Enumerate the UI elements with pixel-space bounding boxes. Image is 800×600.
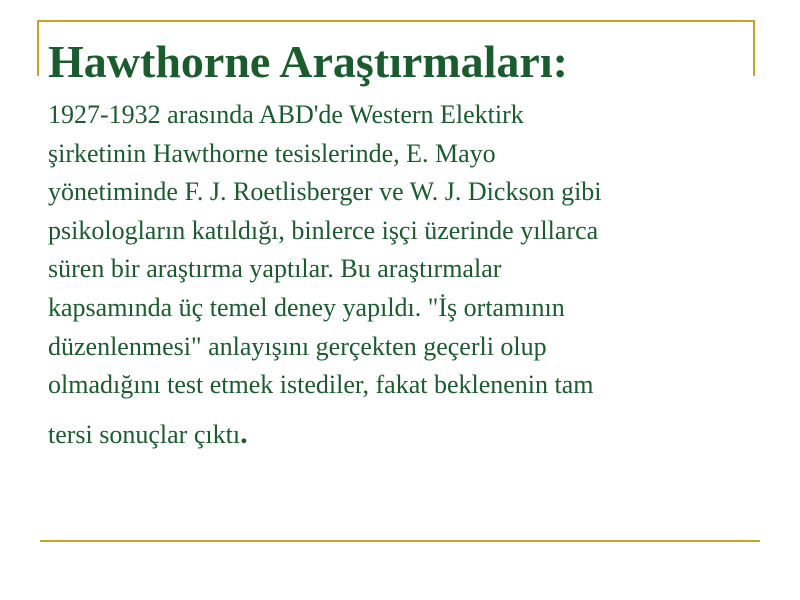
body-line: kapsamında üç temel deney yapıldı. "İş ortamının [48, 292, 565, 322]
body-line: düzenlenmesi" anlayışını gerçekten geçerli olup [48, 331, 547, 361]
slide-title: Hawthorne Araştırmaları: [48, 36, 568, 87]
frame-top-line [37, 20, 755, 22]
frame-bottom-line [40, 540, 760, 542]
body-line: 1927-1932 arasında ABD'de Western Elektirk [48, 100, 524, 129]
body-line: şirketinin Hawthorne tesislerinde, E. Mayo [48, 138, 496, 168]
body-last-line [48, 415, 748, 455]
body-line: psikologların katıldığı, binlerce işçi üzerinde yıllarca [48, 215, 599, 245]
final-period: . [240, 416, 248, 450]
body-line: tersi sonuçlar çıktı [48, 419, 241, 449]
frame-right-line [753, 20, 755, 76]
body-line: yönetiminde F. J. Roetlisberger ve W. J. Dickson gibi [48, 177, 602, 207]
body-line: olmadığını test etmek istediler, fakat beklenenin tam [48, 370, 594, 400]
frame-left-line [37, 20, 39, 76]
slide-body [48, 96, 748, 454]
body-line: süren bir araştırma yaptılar. Bu araştırmalar [48, 254, 502, 284]
